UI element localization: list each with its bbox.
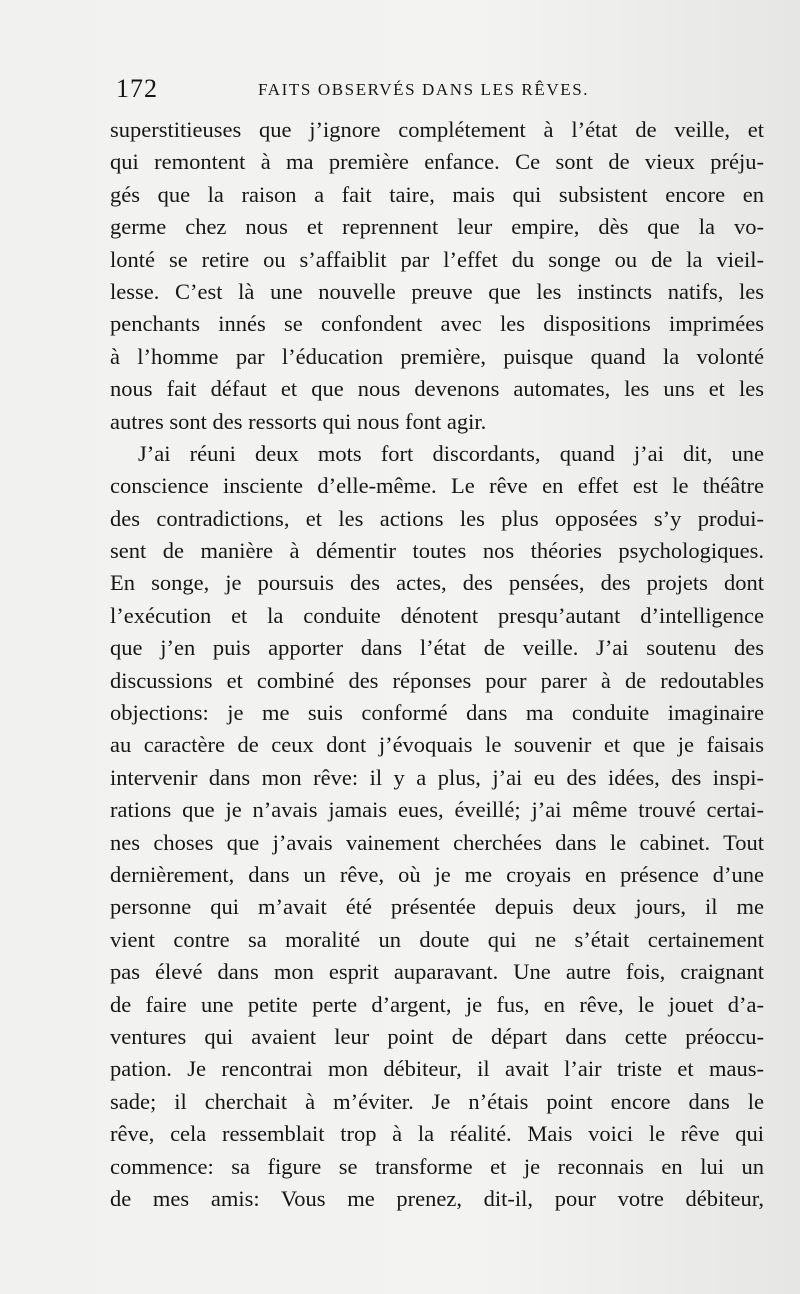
text-line: commence: sa figure se transforme et je reconnais en lui un (110, 1153, 764, 1179)
body-text (110, 114, 764, 1215)
running-head: FAITS OBSERVÉS DANS LES RÊVES. (258, 80, 590, 99)
text-line: lesse. C’est là une nouvelle preuve que les instincts natifs, les (110, 278, 764, 304)
page-header (116, 74, 766, 106)
text-line: rêve, cela ressemblait trop à la réalité. Mais voici le rêve qui (110, 1121, 764, 1147)
text-line: de mes amis: Vous me prenez, dit-il, pour votre débiteur, (110, 1185, 764, 1211)
text-line: qui remontent à ma première enfance. Ce sont de vieux préju- (110, 149, 764, 175)
text-line: discussions et combiné des réponses pour parer à de redoutables (110, 667, 764, 693)
text-line: intervenir dans mon rêve: il y a plus, j’ai eu des idées, des inspi- (110, 764, 764, 790)
paragraph-end-line: autres sont des ressorts qui nous font agir. (110, 408, 487, 434)
text-line: objections: je me suis conformé dans ma conduite imaginaire (110, 700, 764, 726)
page-number: 172 (116, 74, 158, 103)
text-line: lonté se retire ou s’affaiblit par l’effet du songe ou de la vieil- (110, 246, 764, 272)
text-line: sade; il cherchait à m’éviter. Je n’étais point encore dans le (110, 1088, 764, 1114)
text-line: gés que la raison a fait taire, mais qui subsistent encore en (110, 181, 764, 207)
text-line: l’exécution et la conduite dénotent presqu’autant d’intelligence (110, 602, 764, 628)
text-line: dernièrement, dans un rêve, où je me croyais en présence d’une (110, 861, 764, 887)
text-line: vient contre sa moralité un doute qui ne s’était certainement (110, 926, 764, 952)
text-line: superstitieuses que j’ignore complétement à l’état de veille, et (110, 117, 764, 142)
text-line: germe chez nous et reprennent leur empire, dès que la vo- (110, 214, 764, 240)
text-line: de faire une petite perte d’argent, je fus, en rêve, le jouet d’a- (110, 991, 764, 1017)
text-line: à l’homme par l’éducation première, puisque quand la volonté (110, 343, 764, 369)
text-line: ventures qui avaient leur point de départ dans cette préoccu- (110, 1023, 764, 1049)
text-line: nous fait défaut et que nous devenons automates, les uns et les (110, 376, 764, 402)
text-line: En songe, je poursuis des actes, des pensées, des projets dont (110, 570, 764, 596)
text-line: penchants innés se confondent avec les dispositions imprimées (110, 311, 764, 337)
text-line: personne qui m’avait été présentée depuis deux jours, il me (110, 894, 764, 920)
text-line: conscience insciente d’elle-même. Le rêve en effet est le théâtre (110, 473, 764, 499)
text-line: rations que je n’avais jamais eues, éveillé; j’ai même trouvé certai- (110, 797, 764, 823)
text-line: pas élevé dans mon esprit auparavant. Une autre fois, craignant (110, 959, 764, 985)
text-line: nes choses que j’avais vainement cherchées dans le cabinet. Tout (110, 829, 764, 855)
paragraph-start-line: J’ai réuni deux mots fort discordants, quand j’ai dit, une (138, 440, 764, 466)
text-line: que j’en puis apporter dans l’état de veille. J’ai soutenu des (110, 635, 764, 661)
text-line: des contradictions, et les actions les plus opposées s’y produi- (110, 505, 764, 531)
text-line: sent de manière à démentir toutes nos théories psychologiques. (110, 538, 764, 564)
text-line: pation. Je rencontrai mon débiteur, il avait l’air triste et maus- (110, 1056, 764, 1082)
text-line: au caractère de ceux dont j’évoquais le souvenir et que je faisais (110, 732, 764, 758)
